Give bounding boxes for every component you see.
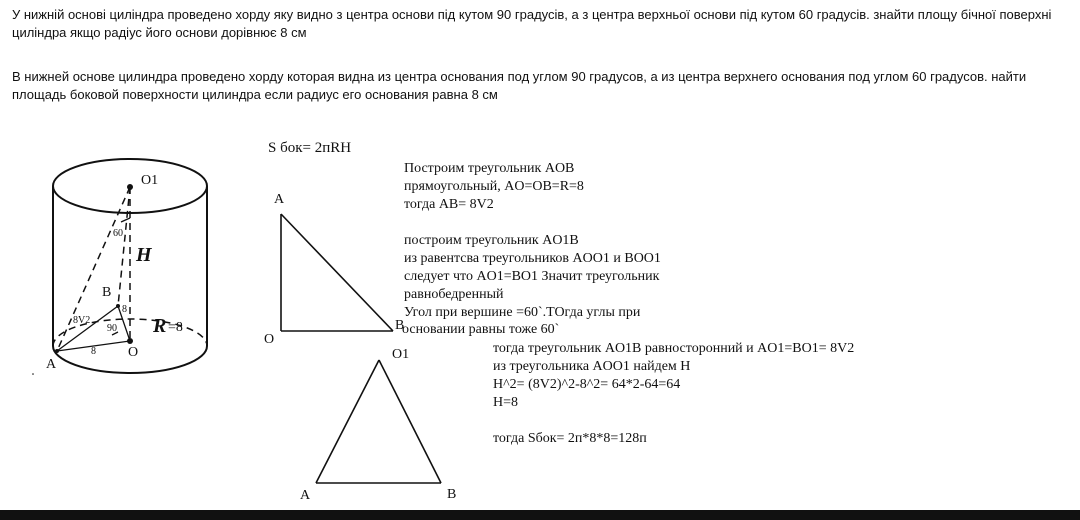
label-o1: O1: [141, 173, 159, 188]
solution-line: Построим треугольник AOB: [404, 161, 575, 176]
problem-text-russian: В нижней основе цилиндра проведено хорду которая видна из центра основания под углом 90 градусов, а из центра верхнего основания под углом 60 градусов. найти площадь боковой поверхности цилиндра если радиус его основания равна 8 см: [12, 69, 1027, 102]
point-o1: [127, 184, 133, 190]
label-ob-length: 8: [122, 304, 127, 315]
solution-line: следует что AO1=BO1 Значит треугольник: [404, 269, 660, 284]
label-a: A: [46, 357, 57, 372]
solution-line: из равентсва треугольников AOO1 и BOO1: [404, 251, 661, 266]
solution-line: тогда треугольник AO1B равносторонний и AO1=BO1= 8V2: [493, 341, 855, 356]
equilateral-label-b: B: [447, 487, 457, 502]
right-triangle-label-b: B: [395, 318, 405, 333]
solution-line: прямоугольный, AO=OB=R=8: [404, 179, 584, 194]
point-o: [127, 338, 133, 344]
right-triangle-aob: [281, 214, 393, 331]
lateral-area-formula: S бок= 2пRH: [268, 140, 352, 156]
cylinder-hidden-lines: [53, 187, 207, 351]
solution-line: основании равны тоже 60`: [402, 322, 560, 337]
segment-o1b: [118, 187, 130, 306]
solution-line: построим треугольник AO1B: [404, 233, 579, 248]
bottom-border-bar: [0, 510, 1080, 520]
solution-line: тогда AB= 8V2: [404, 197, 494, 212]
angle-60-mark: [121, 218, 130, 222]
label-angle-90: 90: [107, 323, 117, 334]
label-chord-ab: 8V2: [73, 315, 91, 326]
equilateral-triangle-ao1b: [316, 360, 441, 483]
solution-line: H^2= (8V2)^2-8^2= 64*2-64=64: [493, 377, 681, 392]
equilateral-label-a: A: [300, 488, 311, 503]
label-oa-length: 8: [91, 346, 96, 357]
solution-line: равнобедренный: [404, 287, 504, 302]
right-triangle-label-o: O: [264, 332, 275, 347]
point-a: [55, 349, 59, 353]
stray-dot: [32, 373, 34, 375]
point-b: [116, 304, 120, 308]
label-h: H: [136, 244, 152, 266]
label-angle-60: 60: [113, 228, 123, 239]
label-b: B: [102, 285, 112, 300]
solution-line: Угол при вершине =60`.TOгда углы при: [404, 305, 641, 320]
solution-line: из треугольника AOO1 найдем H: [493, 359, 691, 374]
label-r: R: [153, 315, 167, 337]
equilateral-label-o1: O1: [392, 347, 410, 362]
right-triangle-label-a: A: [274, 192, 285, 207]
problem-text-ukrainian: У нижній основі циліндра проведено хорду яку видно з центра основи під кутом 90 градусів, а з центра верхньої основи під кутом 60 градусів. знайти площу бічної поверхні циліндра якщо радіус його основи дорівнює 8 см: [12, 7, 1052, 40]
label-o: O: [128, 345, 139, 360]
solution-line: H=8: [493, 395, 519, 410]
label-r-value: =8: [168, 320, 183, 335]
solution-line: тогда Sбок= 2п*8*8=128п: [493, 431, 647, 446]
segment-o1a: [57, 187, 130, 351]
